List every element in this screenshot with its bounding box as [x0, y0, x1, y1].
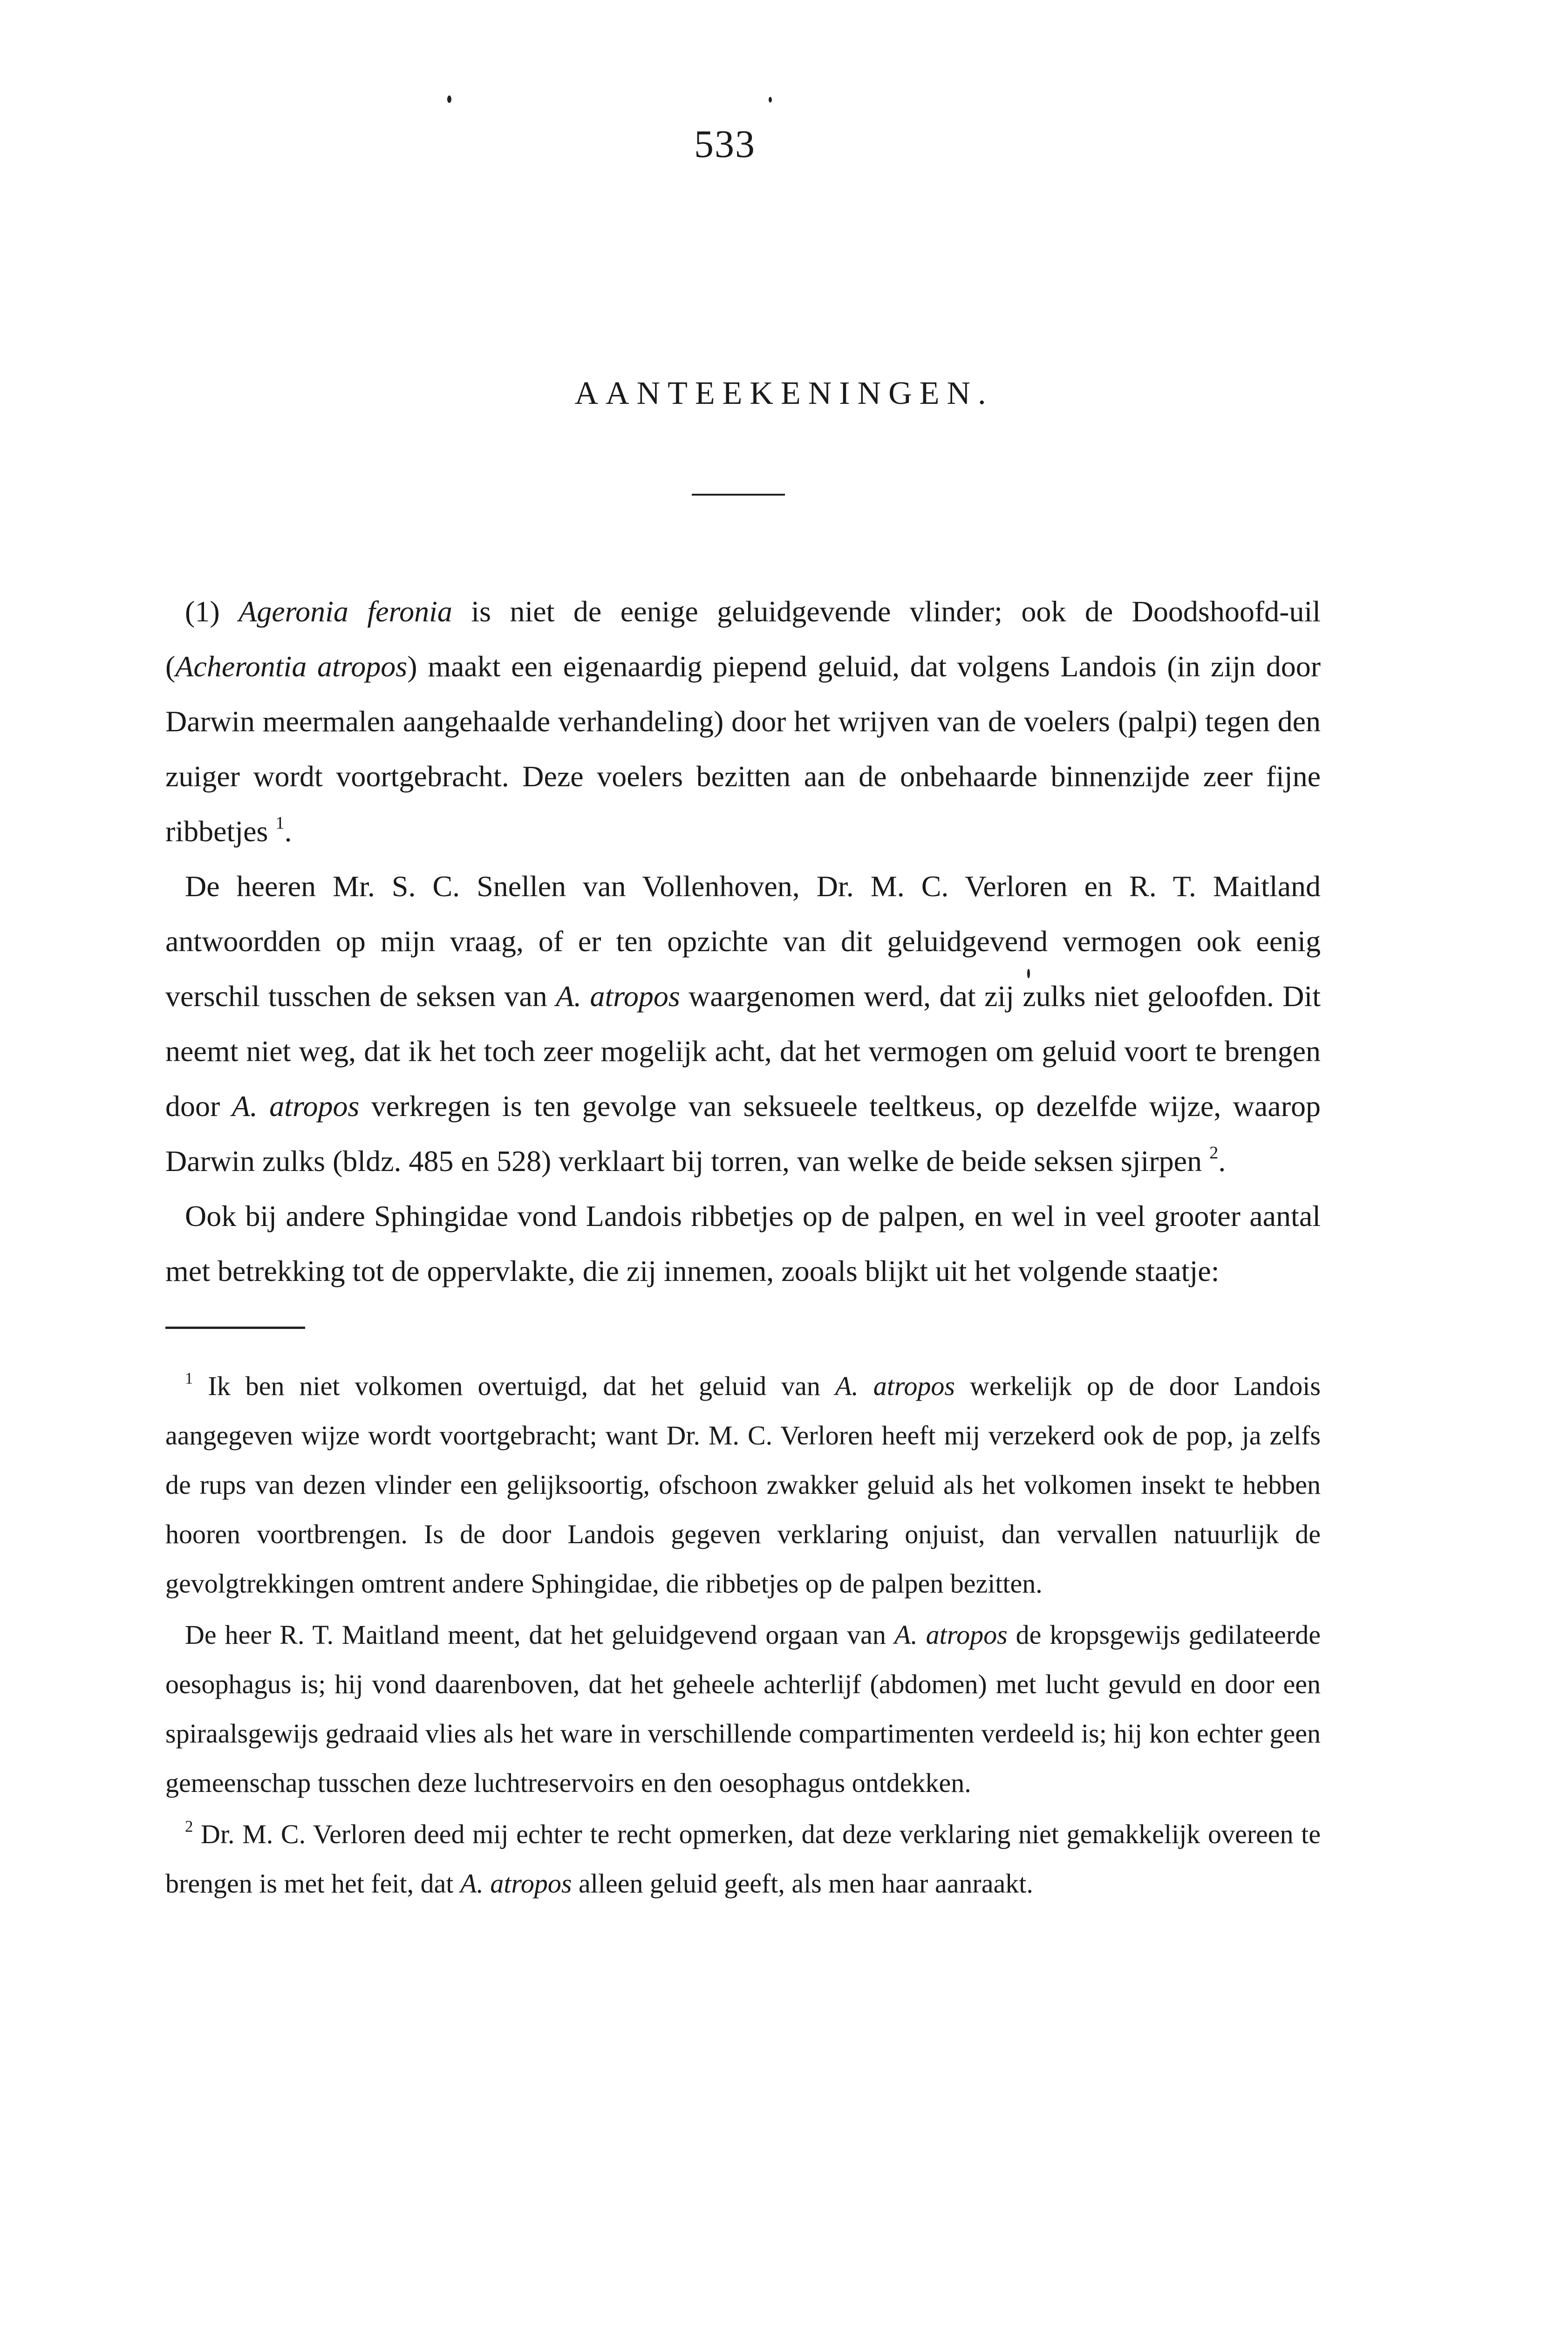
footnote-1 [165, 1362, 1321, 1608]
text-run: De heer R. T. Maitland meent, dat het geluidgevend orgaan van [185, 1620, 894, 1650]
text-run: De heeren Mr. S. C. Snellen van Vollenhoven, Dr. M. C. Verloren en R. T. Maitland antwoordden op mijn vraag, of er ten opzichte van dit geluidgevend vermogen ook eenig verschil tusschen de seksen van [165, 870, 1321, 1013]
paragraph [165, 859, 1321, 1189]
paragraph [165, 1189, 1321, 1299]
footnotes [165, 1362, 1321, 1908]
text-run: waargenomen werd, dat zij zulks niet geloofden. Dit neemt niet weg, dat ik het toch zeer mogelijk acht, dat het vermogen om geluid voort te brengen door [165, 980, 1321, 1123]
footnote-marker: 2 [1209, 1143, 1219, 1163]
text-run: alleen geluid geeft, als men haar aanraakt. [572, 1868, 1033, 1899]
text-run: (1) [185, 595, 239, 628]
text-run: ) maakt een eigenaardig piepend geluid, dat volgens Landois (in zijn door Darwin meermalen aangehaalde verhandeling) door het wrijven van de voelers (palpi) tegen den zuiger wordt voortgebracht. Deze voelers bezitten aan de onbehaarde binnenzijde zeer fijne ribbetjes [165, 650, 1321, 848]
footnote-marker: 1 [275, 813, 285, 833]
footnote-marker: 2 [185, 1817, 193, 1836]
text-run: de kropsgewijs gedilateerde oesophagus is; hij vond daarenboven, dat het geheele achterlijf (abdomen) met lucht gevuld en door een spiraalsgewijs gedraaid vlies als het ware in verschillende compartimenten verdeeld is; hij kon echter geen gemeenschap tusschen deze luchtreservoirs en den oesophagus ontdekken. [165, 1620, 1321, 1798]
text-run: Dr. M. C. Verloren deed mij echter te recht opmerken, dat deze verklaring niet gemakkelijk overeen te brengen is met het feit, dat [165, 1819, 1321, 1899]
paragraph [165, 584, 1321, 859]
text-run: werkelijk op de door Landois aangegeven wijze wordt voortgebracht; want Dr. M. C. Verloren heeft mij verzekerd ook de pop, ja zelfs de rups van dezen vlinder een gelijksoortig, ofschoon zwakker geluid als het volkomen insekt te hebben hooren voortbrengen. Is de door Landois gegeven verklaring onjuist, dan vervallen natuurlijk de gevolgtrekkingen omtrent andere Sphingidae, die ribbetjes op de palpen bezitten. [165, 1371, 1321, 1599]
footnote-1-continued [165, 1610, 1321, 1808]
section-heading: AANTEEKENINGEN. [574, 375, 994, 411]
page-number: 533 [694, 123, 756, 166]
footnote-marker: 1 [185, 1369, 193, 1388]
text-run: Ik ben niet volkomen overtuigd, dat het geluid van [193, 1371, 835, 1401]
species-name: A. atropos [556, 980, 680, 1013]
scan-speck [447, 95, 451, 103]
heading-divider [692, 494, 785, 496]
footnote-divider [165, 1327, 305, 1329]
species-name: Ageronia feronia [239, 595, 452, 628]
main-text [165, 584, 1321, 1299]
text-run: is niet de eenige geluidgevende vlinder; ook de Doodshoofd-uil ( [165, 595, 1321, 683]
species-name: A. atropos [894, 1620, 1008, 1650]
species-name: A. atropos [460, 1868, 572, 1899]
text-run: . [284, 815, 292, 848]
scan-speck [1027, 969, 1030, 978]
species-name: A. atropos [232, 1090, 360, 1123]
text-run: . [1218, 1144, 1226, 1178]
species-name: Acherontia atropos [175, 650, 408, 683]
scan-speck [769, 97, 772, 102]
species-name: A. atropos [835, 1371, 955, 1401]
text-run: verkregen is ten gevolge van seksueele teeltkeus, op dezelfde wijze, waarop Darwin zulks (bldz. 485 en 528) verklaart bij torren, van welke de beide seksen sjirpen [165, 1090, 1321, 1178]
footnote-2 [165, 1810, 1321, 1908]
text-run: Ook bij andere Sphingidae vond Landois ribbetjes op de palpen, en wel in veel grooter aantal met betrekking tot de oppervlakte, die zij innemen, zooals blijkt uit het volgende staatje: [165, 1199, 1321, 1287]
